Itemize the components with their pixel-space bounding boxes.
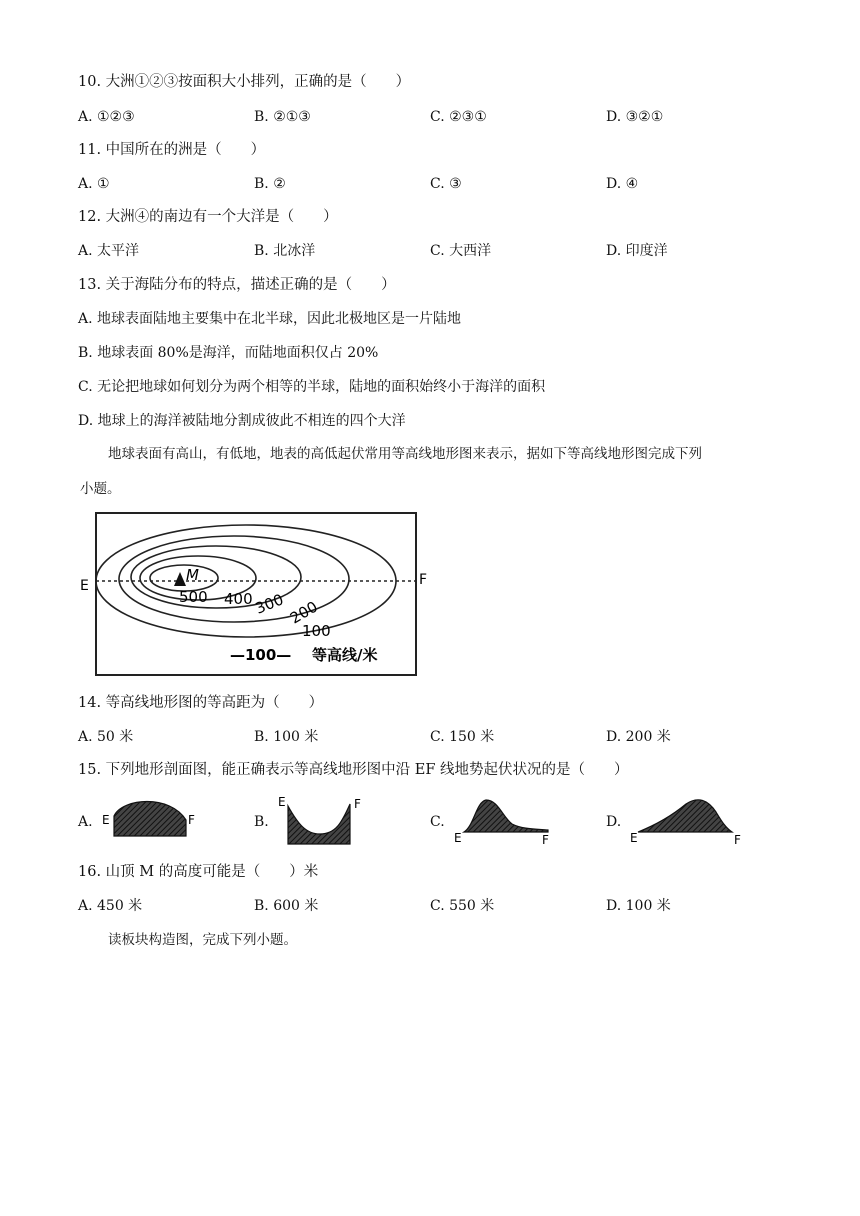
q12-option-a[interactable]: A. 太平洋 bbox=[78, 243, 140, 259]
q16-option-b[interactable]: B. 600 米 bbox=[254, 898, 319, 914]
profile-b[interactable] bbox=[276, 794, 366, 850]
q15-option-b[interactable]: B. bbox=[254, 814, 269, 830]
contour-label-500: 500 bbox=[179, 588, 208, 606]
svg-text:F: F bbox=[542, 833, 549, 847]
question-16-stem: 16. 山顶 M 的高度可能是（ ）米 bbox=[78, 864, 319, 880]
svg-text:E: E bbox=[102, 813, 110, 827]
contour-label-300: 300 bbox=[252, 590, 287, 618]
point-f-label: F bbox=[419, 572, 428, 588]
legend-line-sample: —100— bbox=[230, 646, 292, 664]
contour-label-200: 200 bbox=[287, 597, 321, 628]
q14-option-d[interactable]: D. 200 米 bbox=[606, 729, 671, 745]
intro-plate: 读板块构造图，完成下列小题。 bbox=[108, 932, 297, 948]
q10-option-a[interactable]: A. ①②③ bbox=[78, 109, 135, 125]
q12-option-b[interactable]: B. 北冰洋 bbox=[254, 243, 316, 259]
q15-option-a[interactable]: A. bbox=[78, 814, 93, 830]
question-11-stem: 11. 中国所在的洲是（ ） bbox=[78, 142, 266, 158]
svg-text:E: E bbox=[278, 795, 286, 809]
question-14-stem: 14. 等高线地形图的等高距为（ ） bbox=[78, 695, 324, 711]
svg-text:F: F bbox=[188, 813, 195, 827]
peak-m-label: M bbox=[186, 566, 199, 584]
q14-option-c[interactable]: C. 150 米 bbox=[430, 729, 495, 745]
svg-text:F: F bbox=[734, 833, 741, 847]
question-12-stem: 12. 大洲④的南边有一个大洋是（ ） bbox=[78, 209, 338, 225]
q13-option-a[interactable]: A. 地球表面陆地主要集中在北半球，因此北极地区是一片陆地 bbox=[78, 311, 462, 327]
q16-option-a[interactable]: A. 450 米 bbox=[78, 898, 143, 914]
q15-option-c[interactable]: C. bbox=[430, 814, 445, 830]
question-15-stem: 15. 下列地形剖面图，能正确表示等高线地形图中沿 EF 线地势起伏状况的是（ ） bbox=[78, 762, 629, 778]
q11-option-b[interactable]: B. ② bbox=[254, 176, 286, 192]
intro-contour-line-1: 地球表面有高山，有低地，地表的高低起伏常用等高线地形图来表示，据如下等高线地形图完成下列 bbox=[108, 446, 702, 462]
q13-option-b[interactable]: B. 地球表面 80%是海洋，而陆地面积仅占 20% bbox=[78, 345, 379, 361]
q12-option-d[interactable]: D. 印度洋 bbox=[606, 243, 668, 259]
svg-text:F: F bbox=[354, 797, 361, 811]
profile-a[interactable] bbox=[100, 796, 200, 844]
q11-option-a[interactable]: A. ① bbox=[78, 176, 110, 192]
question-10-stem: 10. 大洲①②③按面积大小排列，正确的是（ ） bbox=[78, 74, 411, 90]
q14-option-b[interactable]: B. 100 米 bbox=[254, 729, 319, 745]
q11-option-d[interactable]: D. ④ bbox=[606, 176, 639, 192]
q14-option-a[interactable]: A. 50 米 bbox=[78, 729, 134, 745]
q10-option-d[interactable]: D. ③②① bbox=[606, 109, 664, 125]
q15-option-d[interactable]: D. bbox=[606, 814, 622, 830]
svg-text:E: E bbox=[630, 831, 638, 845]
q16-option-c[interactable]: C. 550 米 bbox=[430, 898, 495, 914]
point-e-label: E bbox=[80, 578, 89, 594]
q13-option-d[interactable]: D. 地球上的海洋被陆地分割成彼此不相连的四个大洋 bbox=[78, 413, 406, 429]
question-13-stem: 13. 关于海陆分布的特点，描述正确的是（ ） bbox=[78, 277, 396, 293]
q16-option-d[interactable]: D. 100 米 bbox=[606, 898, 671, 914]
intro-contour-line-2: 小题。 bbox=[80, 481, 121, 497]
q12-option-c[interactable]: C. 大西洋 bbox=[430, 243, 492, 259]
q10-option-b[interactable]: B. ②①③ bbox=[254, 109, 311, 125]
svg-text:E: E bbox=[454, 831, 462, 845]
q11-option-c[interactable]: C. ③ bbox=[430, 176, 462, 192]
q13-option-c[interactable]: C. 无论把地球如何划分为两个相等的半球，陆地的面积始终小于海洋的面积 bbox=[78, 379, 546, 395]
legend-text: 等高线/米 bbox=[312, 646, 378, 664]
profile-d[interactable] bbox=[628, 794, 748, 848]
profile-c[interactable] bbox=[452, 796, 562, 848]
contour-map bbox=[76, 508, 436, 680]
contour-label-400: 400 bbox=[224, 590, 253, 608]
peak-marker bbox=[174, 572, 186, 586]
contour-label-100: 100 bbox=[302, 622, 331, 640]
q10-option-c[interactable]: C. ②③① bbox=[430, 109, 487, 125]
